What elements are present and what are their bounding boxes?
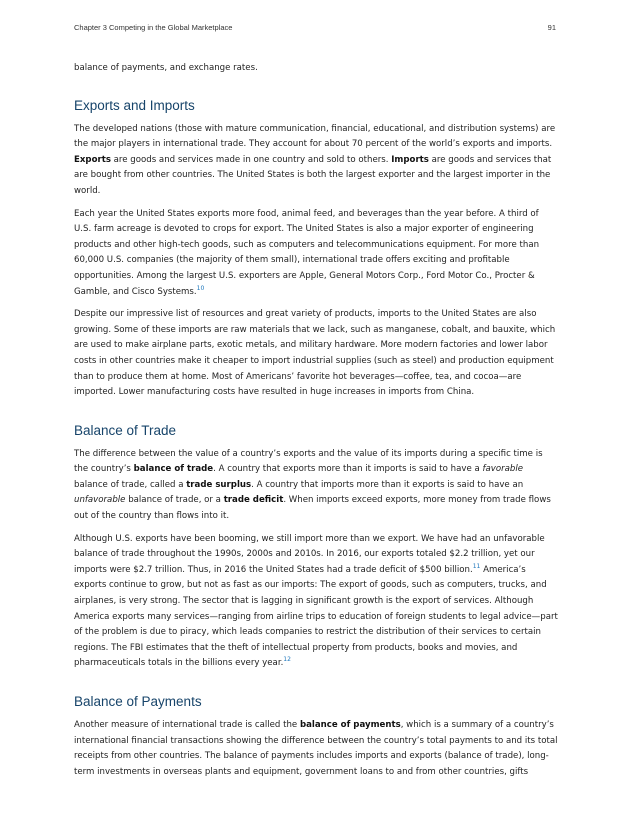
body-content <box>74 61 558 787</box>
text-run: Each year the United States exports more food, animal feed, and beverages than the year before. A third of U.S. farm acreage is devoted to crops for export. The United States is also a major exporter of engineering products and other high-tech goods, such as computers and telecommunications equipment. For more than 60,000 U.S. companies (the majority of them small), international trade offers exciting and profitable opportunities. Among the largest U.S. exporters are Apple, General Motors Corp., Ford Motor Co., Procter & Gamble, and Cisco Systems. <box>74 208 540 297</box>
emphasis-unfavorable: unfavorable <box>74 495 126 506</box>
text-run: . A country that imports more than it exports is said to have an <box>251 479 524 490</box>
text-run: . A country that exports more than it imports is said to have a <box>213 464 483 475</box>
exports-paragraph-3: Despite our impressive list of resources and great variety of products, imports to the United States are also growing. Some of these imports are raw materials that we lack, such as manganese, cobalt, and bauxite, which are used to make airplane parts, exotic metals, and military hardware. More modern factories and lower labor costs in other countries make it cheaper to import industrial supplies (such as steel) and production equipment than to produce them at home. Most of Americans’ favorite hot beverages—coffee, tea, and cocoa—are imported. Lower manufacturing costs have resulted in huge increases in imports from China. <box>74 309 556 398</box>
term-trade-surplus: trade surplus <box>186 479 252 490</box>
section-heading-trade: Balance of Trade <box>74 422 177 438</box>
text-run: , which is a summary of a country’s international financial transactions showing the difference between the country’s total payments to and its total receipts from other countries. The balance of payments includes imports and exports (balance of trade), long-term investments in overseas plants and equipment, government loans to and from other countries, gifts <box>74 720 558 777</box>
trade-paragraph-2 <box>74 532 558 672</box>
running-header <box>74 23 556 37</box>
text-run: are goods and services that are bought from other countries. The United States is both the largest exporter and the largest importer in the world. <box>74 154 552 196</box>
term-exports: Exports <box>74 154 111 165</box>
page-number: 91 <box>547 23 556 32</box>
emphasis-favorable: favorable <box>482 464 524 475</box>
section-heading-exports: Exports and Imports <box>74 97 195 113</box>
text-run: balance of trade, or a <box>125 495 224 506</box>
text-run: balance of trade, called a <box>74 479 187 490</box>
text-run: The difference between the value of a country’s exports and the value of its imports during a specific time is the country’s <box>74 448 543 475</box>
term-imports: Imports <box>391 154 429 165</box>
footnote-ref-12[interactable]: 12 <box>283 656 291 664</box>
text-run: are goods and services made in one country and sold to others. <box>110 154 392 165</box>
exports-paragraph-2 <box>74 207 558 301</box>
payments-paragraph-1 <box>74 718 558 780</box>
section-spacer <box>74 679 558 693</box>
exports-paragraph-1 <box>74 122 558 200</box>
term-trade-deficit: trade deficit <box>223 495 284 506</box>
term-balance-of-payments: balance of payments <box>299 720 401 730</box>
section-heading-payments: Balance of Payments <box>74 694 202 709</box>
trade-paragraph-1 <box>74 447 558 525</box>
text-run: Although U.S. exports have been booming, we still import more than we export. We have had an unfavorable balance of trade throughout the 1990s, 2000s and 2010s. In 2016, our exports totaled $2.2 trillion, yet our imports were $2.7 trillion. Thus, in 2016 the United States had a trade deficit of $500 billion. <box>74 533 545 575</box>
text-run: The developed nations (those with mature communication, financial, educational, and distribution systems) are the major players in international trade. They account for about 70 percent of the world’s exports and imports. <box>74 123 556 150</box>
text-run: America’s exports continue to grow, but not as fast as our imports: The export of goods, such as computers, trucks, and airplanes, is very strong. The sector that is lagging in significant growth is the export of services. Although America exports many services—ranging from airline trips to education of foreign students to legal advice—part of the problem is due to piracy, which leads companies to restrict the distribution of their services to certain regions. The FBI estimates that the theft of intellectual property from products, books and movies, and pharmaceuticals totals in the billions every year. <box>74 564 558 669</box>
text-run: Another measure of international trade is called the <box>74 720 300 730</box>
text-run: . When imports exceed exports, more money from trade flows out of the country than flows into it. <box>74 495 551 522</box>
section-spacer <box>74 408 558 422</box>
chapter-title: Chapter 3 Competing in the Global Marketplace <box>74 23 233 32</box>
footnote-ref-11[interactable]: 11 <box>472 562 481 570</box>
lead-fragment: balance of payments, and exchange rates. <box>74 63 258 73</box>
term-balance-of-trade: balance of trade <box>133 464 214 475</box>
footnote-ref-10[interactable]: 10 <box>196 284 205 292</box>
